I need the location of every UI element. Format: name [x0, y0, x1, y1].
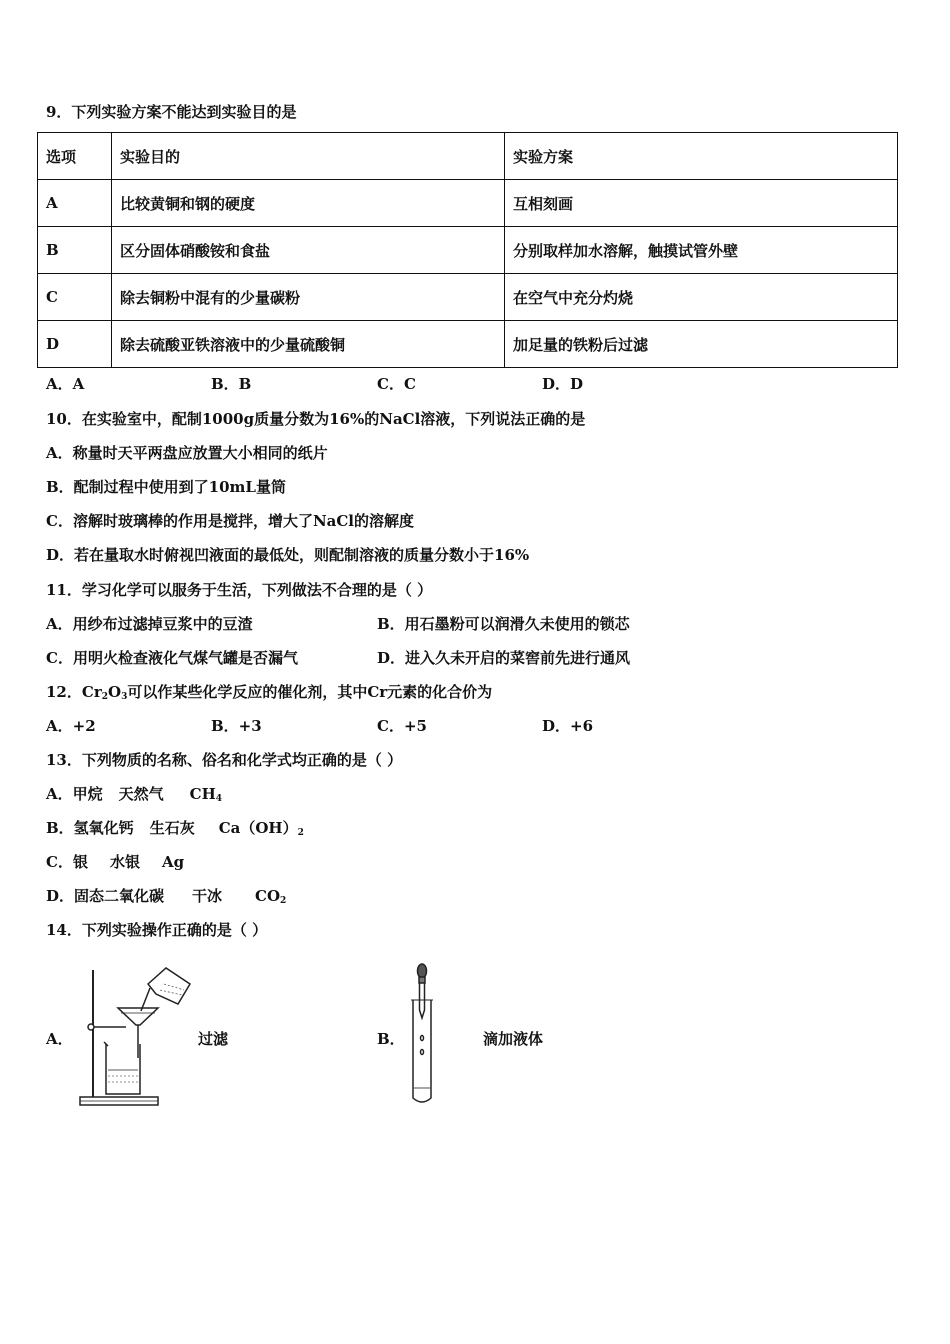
table-cell: 除去硫酸亚铁溶液中的少量硫酸铜 [112, 321, 505, 368]
q11-option-d[interactable]: D．进入久未开启的菜窖前先进行通风 [377, 649, 631, 667]
q10-option-b[interactable]: B．配制过程中使用到了10mL量筒 [46, 478, 286, 496]
q12-number: 12． [46, 683, 82, 701]
q11-stem: 11．学习化学可以服务于生活，下列做法不合理的是（ ） [46, 581, 433, 599]
q14-stem: 14．下列实验操作正确的是（ ） [46, 921, 268, 939]
common-name: 天然气 [118, 785, 164, 803]
table-cell: 比较黄铜和钢的硬度 [112, 180, 505, 227]
table-header-cell: 选项 [38, 133, 112, 180]
table-row [38, 321, 898, 368]
table-header-cell: 实验方案 [505, 133, 898, 180]
table-row [38, 227, 898, 274]
filtration-apparatus-figure [78, 962, 198, 1110]
table-cell: 互相刻画 [505, 180, 898, 227]
q12-option-d[interactable]: D．+6 [542, 717, 594, 735]
formula-subscript: 2 [280, 896, 287, 906]
option-label: B．氢氧化钙 [46, 819, 134, 837]
table-cell: A [38, 180, 112, 227]
q11-option-b[interactable]: B．用石墨粉可以润滑久未使用的锁芯 [377, 615, 630, 633]
q11-option-c[interactable]: C．用明火检查液化气煤气罐是否漏气 [46, 649, 298, 667]
q9-option-c[interactable]: C．C [377, 375, 416, 393]
q13-stem: 13．下列物质的名称、俗名和化学式均正确的是（ ） [46, 751, 403, 769]
formula-subscript: 2 [101, 692, 108, 702]
q14-option-a-caption: 过滤 [198, 1030, 229, 1048]
table-cell: 区分固体硝酸铵和食盐 [112, 227, 505, 274]
q9-table [37, 132, 898, 368]
table-cell: D [38, 321, 112, 368]
q13-option-a[interactable] [46, 784, 222, 804]
chemical-formula: CH [189, 785, 216, 803]
q9-option-d[interactable]: D．D [542, 375, 584, 393]
table-cell: 分别取样加水溶解，触摸试管外壁 [505, 227, 898, 274]
table-header-cell: 实验目的 [112, 133, 505, 180]
q11-option-a[interactable]: A．用纱布过滤掉豆浆中的豆渣 [46, 615, 253, 633]
chemical-formula: Ca（OH） [218, 819, 298, 837]
q10-stem: 10．在实验室中，配制1000g质量分数为16%的NaCl溶液，下列说法正确的是 [46, 410, 586, 428]
table-row [38, 274, 898, 321]
option-label: A．甲烷 [46, 785, 103, 803]
chemical-formula: CO [255, 887, 281, 905]
q10-option-a[interactable]: A．称量时天平两盘应放置大小相同的纸片 [46, 444, 328, 462]
table-cell: C [38, 274, 112, 321]
common-name: 干冰 [192, 887, 223, 905]
q12-text: 可以作某些化学反应的催化剂，其中Cr元素的化合价为 [127, 683, 493, 701]
formula-element: Cr [81, 683, 102, 701]
q13-option-b[interactable] [46, 818, 304, 838]
chemical-formula: Ag [161, 853, 185, 871]
q13-option-c[interactable] [46, 852, 184, 872]
table-row [38, 180, 898, 227]
q10-option-d[interactable]: D．若在量取水时俯视凹液面的最低处，则配制溶液的质量分数小于16% [46, 546, 530, 564]
q14-option-b-caption: 滴加液体 [483, 1030, 544, 1048]
formula-element: O [107, 683, 122, 701]
table-cell: 在空气中充分灼烧 [505, 274, 898, 321]
q13-option-d[interactable] [46, 886, 286, 906]
formula-subscript: 3 [121, 692, 128, 702]
table-cell: B [38, 227, 112, 274]
dropper-test-tube-figure [404, 960, 440, 1108]
table-cell: 加足量的铁粉后过滤 [505, 321, 898, 368]
q12-option-a[interactable]: A．+2 [46, 717, 96, 735]
common-name: 生石灰 [149, 819, 195, 837]
table-header-row [38, 133, 898, 180]
table-cell: 除去铜粉中混有的少量碳粉 [112, 274, 505, 321]
common-name: 水银 [109, 853, 140, 871]
q10-option-c[interactable]: C．溶解时玻璃棒的作用是搅拌，增大了NaCl的溶解度 [46, 512, 415, 530]
q14-option-b-label[interactable]: B． [377, 1030, 405, 1048]
option-label: C．银 [46, 853, 88, 871]
formula-subscript: 4 [215, 794, 223, 804]
q9-stem: 9．下列实验方案不能达到实验目的是 [46, 103, 297, 121]
q12-option-b[interactable]: B．+3 [211, 717, 262, 735]
q9-option-a[interactable]: A．A [46, 375, 85, 393]
q12-option-c[interactable]: C．+5 [377, 717, 427, 735]
formula-subscript: 2 [297, 828, 304, 838]
q9-option-b[interactable]: B．B [211, 375, 252, 393]
option-label: D．固态二氧化碳 [46, 887, 165, 905]
q12-stem [46, 682, 492, 702]
q14-option-a-label[interactable]: A． [46, 1030, 73, 1048]
